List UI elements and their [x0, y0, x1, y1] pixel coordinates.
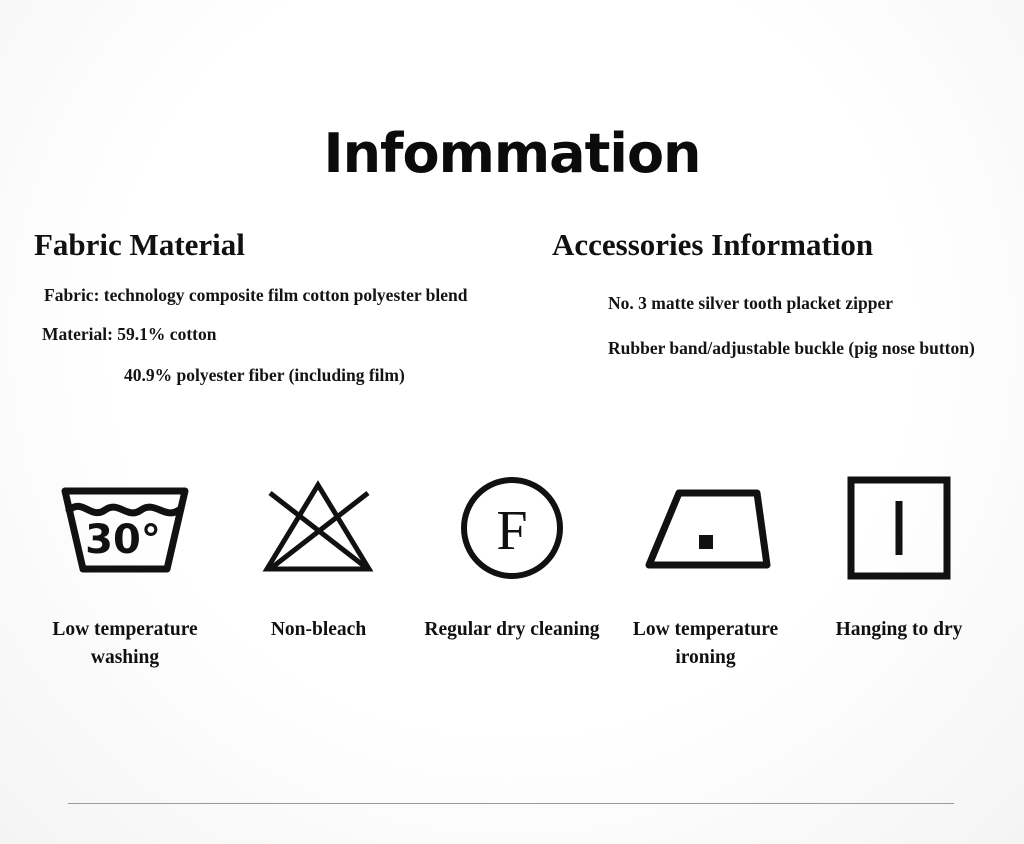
- svg-text:F: F: [496, 500, 528, 562]
- care-label-hanging-to-dry: Hanging to dry: [835, 619, 963, 640]
- accessories-line-2: Rubber band/adjustable buckle (pig nose button): [608, 337, 975, 358]
- care-symbols-row: [30, 468, 994, 673]
- care-label-dry-cleaning: Regular dry cleaning: [424, 619, 600, 640]
- fabric-line-2: Material: 59.1% cotton: [42, 323, 217, 344]
- wash-tub-30-icon: [55, 468, 195, 588]
- page-title: Infommation: [323, 122, 701, 185]
- fabric-material-heading: Fabric Material: [34, 227, 245, 262]
- fabric-material-section: [34, 228, 554, 402]
- care-label-washing: Low temperature washing: [52, 619, 198, 669]
- fabric-line-3: 40.9% polyester fiber (including film): [124, 364, 405, 385]
- care-item-hanging-to-dry: [804, 468, 994, 644]
- accessories-information-heading: Accessories Information: [552, 227, 874, 262]
- iron-one-dot-icon: [641, 468, 771, 588]
- accessories-information-section: [552, 228, 1022, 376]
- care-item-dry-cleaning: [417, 468, 607, 644]
- no-bleach-triangle-icon: [256, 468, 381, 588]
- hang-to-dry-square-icon: [844, 468, 954, 588]
- accessories-line-1: No. 3 matte silver tooth placket zipper: [608, 293, 893, 314]
- fabric-line-1: Fabric: technology composite film cotton polyester blend: [44, 285, 468, 306]
- dry-clean-circle-f-icon: [457, 468, 567, 588]
- care-label-non-bleach: Non-bleach: [270, 619, 367, 640]
- care-item-washing: [30, 468, 220, 673]
- care-item-non-bleach: [224, 468, 414, 644]
- care-label-ironing: Low temperature ironing: [632, 619, 779, 669]
- bottom-divider: [68, 803, 954, 804]
- svg-text:30°: 30°: [85, 517, 161, 563]
- care-item-ironing: [611, 468, 801, 673]
